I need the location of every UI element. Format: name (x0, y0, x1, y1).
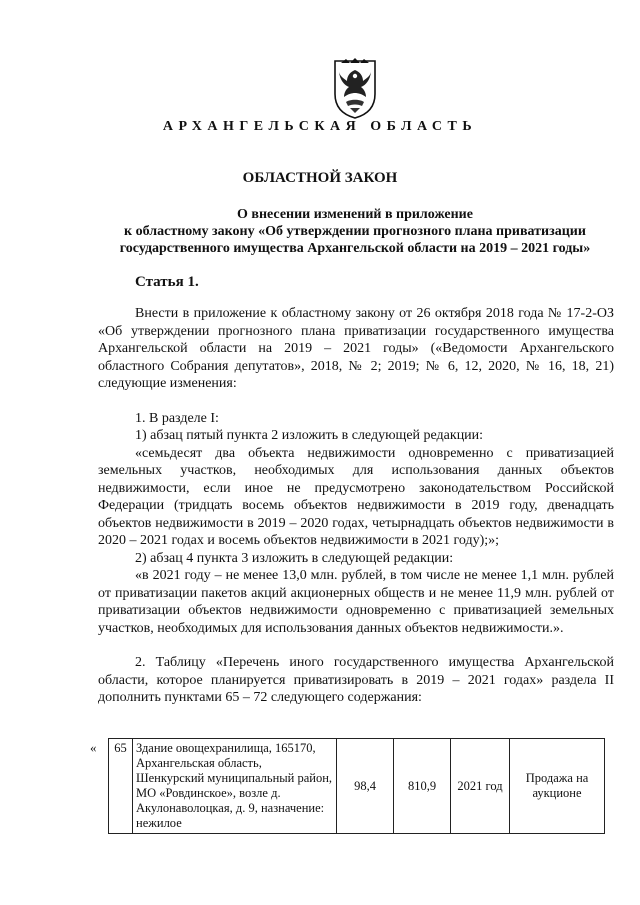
cell-object-name: Здание овощехранилища, 165170, Архангельская область, Шенкурский муниципальный район, МО «Ровдинское», возле д. Акулонаволоцкая, д. 9, назначение: нежилое (133, 739, 337, 834)
coat-of-arms-icon (332, 58, 378, 120)
law-subtitle (95, 206, 615, 257)
table-row (109, 739, 605, 834)
law-subtitle-line: О внесении изменений в приложение (237, 207, 473, 222)
paragraph-section-2: 2. Таблицу «Перечень иного государственного имущества Архангельской области, которое планируется приватизировать в 2019 – 2021 годах» раздела II дополнить пунктами 65 – 72 следующего содержания: (98, 655, 614, 705)
law-body (98, 305, 614, 707)
law-subtitle-line: к областному закону «Об утверждении прогнозного плана приватизации (124, 224, 586, 239)
paragraph-item-1: 1) абзац пятый пункта 2 изложить в следующей редакции: (135, 428, 484, 443)
cell-number: 65 (109, 739, 133, 834)
paragraph-section-1: 1. В разделе I: (135, 410, 219, 426)
cell-value: 810,9 (394, 739, 451, 834)
property-table (108, 738, 605, 834)
law-title: ОБЛАСТНОЙ ЗАКОН (242, 170, 398, 186)
article-heading: Статья 1. (135, 274, 199, 290)
paragraph-quote-1: «семьдесят два объекта недвижимости одновременно с приватизацией земельных участков, необходимых для использования данных объектов недвижимости, если иное не предусмотрено законодательством Российской Федерации (тридцать восемь объектов недвижимости в 2019 году, двенадцать объектов недвижимости в 2019 – 2020 годах, четырнадцать объектов недвижимости в 2020 – 2021 годах и восемь объектов недвижимости в 2021 году);»; (98, 445, 614, 548)
law-subtitle-line: государственного имущества Архангельской области на 2019 – 2021 годы» (119, 241, 591, 256)
paragraph-quote-2: «в 2021 году – не менее 13,0 млн. рублей, в том числе не менее 1,1 млн. рублей от приватизации пакетов акций акционерных обществ и не менее 11,9 млн. рублей от приватизации объектов недвижимости одновременно с приватизацией земельных участков, необходимых для использования данных объектов недвижимости.». (98, 568, 614, 636)
paragraph-item-2: 2) абзац 4 пункта 3 изложить в следующей редакции: (135, 550, 454, 566)
cell-method: Продажа на аукционе (510, 739, 605, 834)
region-name: АРХАНГЕЛЬСКАЯ ОБЛАСТЬ (162, 119, 478, 134)
cell-area: 98,4 (337, 739, 394, 834)
cell-year: 2021 год (451, 739, 510, 834)
paragraph-intro: Внести в приложение к областному закону от 26 октября 2018 года № 17-2-ОЗ «Об утверждении прогнозного плана приватизации государственного имущества Архангельской области на 2019 – 2021 годы» («Ведомости Архангельского областного Собрания депутатов», 2018, № 2; 2019; № 6, 12, 2020, № 16, 18, 21) следующие изменения: (98, 306, 614, 391)
table-open-quote: « (90, 740, 97, 755)
